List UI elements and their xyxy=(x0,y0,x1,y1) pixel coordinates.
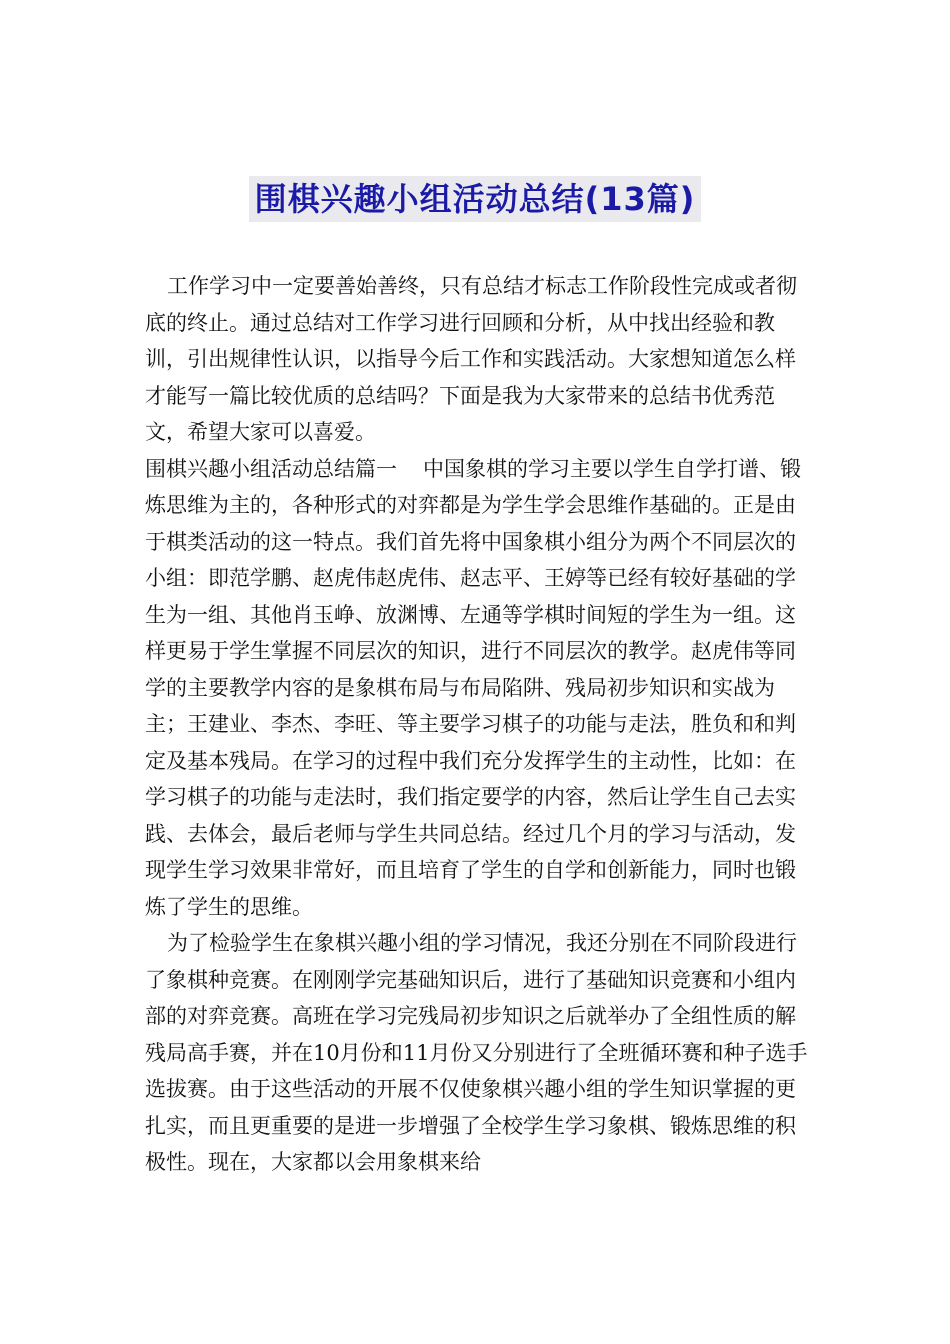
document-title: 围棋兴趣小组活动总结(13篇) xyxy=(249,176,702,222)
section-body: 中国象棋的学习主要以学生自学打谱、锻炼思维为主的，各种形式的对弈都是为学生学会思维作基础的。正是由于棋类活动的这一特点。我们首先将中国象棋小组分为两个不同层次的小组：即范学鹏、赵虎伟赵虎伟、赵志平、王婷等已经有较好基础的学生为一组、其他肖玉峥、放渊博、左通等学棋时间短的学生为一组。这样更易于学生掌握不同层次的知识，进行不同层次的教学。赵虎伟等同学的主要教学内容的是象棋布局与布局陷阱、残局初步知识和实战为主；王建业、李杰、李旺、等主要学习棋子的功能与走法，胜负和和判定及基本残局。在学习的过程中我们充分发挥学生的主动性，比如：在学习棋子的功能与走法时，我们指定要学的内容，然后让学生自己去实践、去体会，最后老师与学生共同总结。经过几个月的学习与活动，发现学生学习效果非常好，而且培育了学生的自学和创新能力，同时也锻炼了学生的思维。 xyxy=(145,456,801,919)
intro-paragraph: 工作学习中一定要善始善终，只有总结才标志工作阶段性完成或者彻底的终止。通过总结对工作学习进行回顾和分析，从中找出经验和教训，引出规律性认识，以指导今后工作和实践活动。大家想知道怎么样才能写一篇比较优质的总结吗？下面是我为大家带来的总结书优秀范文，希望大家可以喜爱。 xyxy=(145,274,797,444)
section-heading: 围棋兴趣小组活动总结篇一 xyxy=(145,456,397,481)
competition-paragraph: 为了检验学生在象棋兴趣小组的学习情况，我还分别在不同阶段进行了象棋种竞赛。在刚刚学完基础知识后，进行了基础知识竞赛和小组内部的对弈竞赛。高班在学习完残局初步知识之后就举办了全组性质的解残局高手赛，并在10月份和11月份又分别进行了全班循环赛和种子选手选拔赛。由于这些活动的开展不仅使象棋兴趣小组的学生知识掌握的更扎实，而且更重要的是进一步增强了全校学生学习象棋、锻炼思维的积极性。现在，大家都以会用象棋来给 xyxy=(145,931,808,1174)
section-paragraph xyxy=(145,451,815,926)
title-container xyxy=(0,176,950,222)
document-body xyxy=(145,268,815,1181)
